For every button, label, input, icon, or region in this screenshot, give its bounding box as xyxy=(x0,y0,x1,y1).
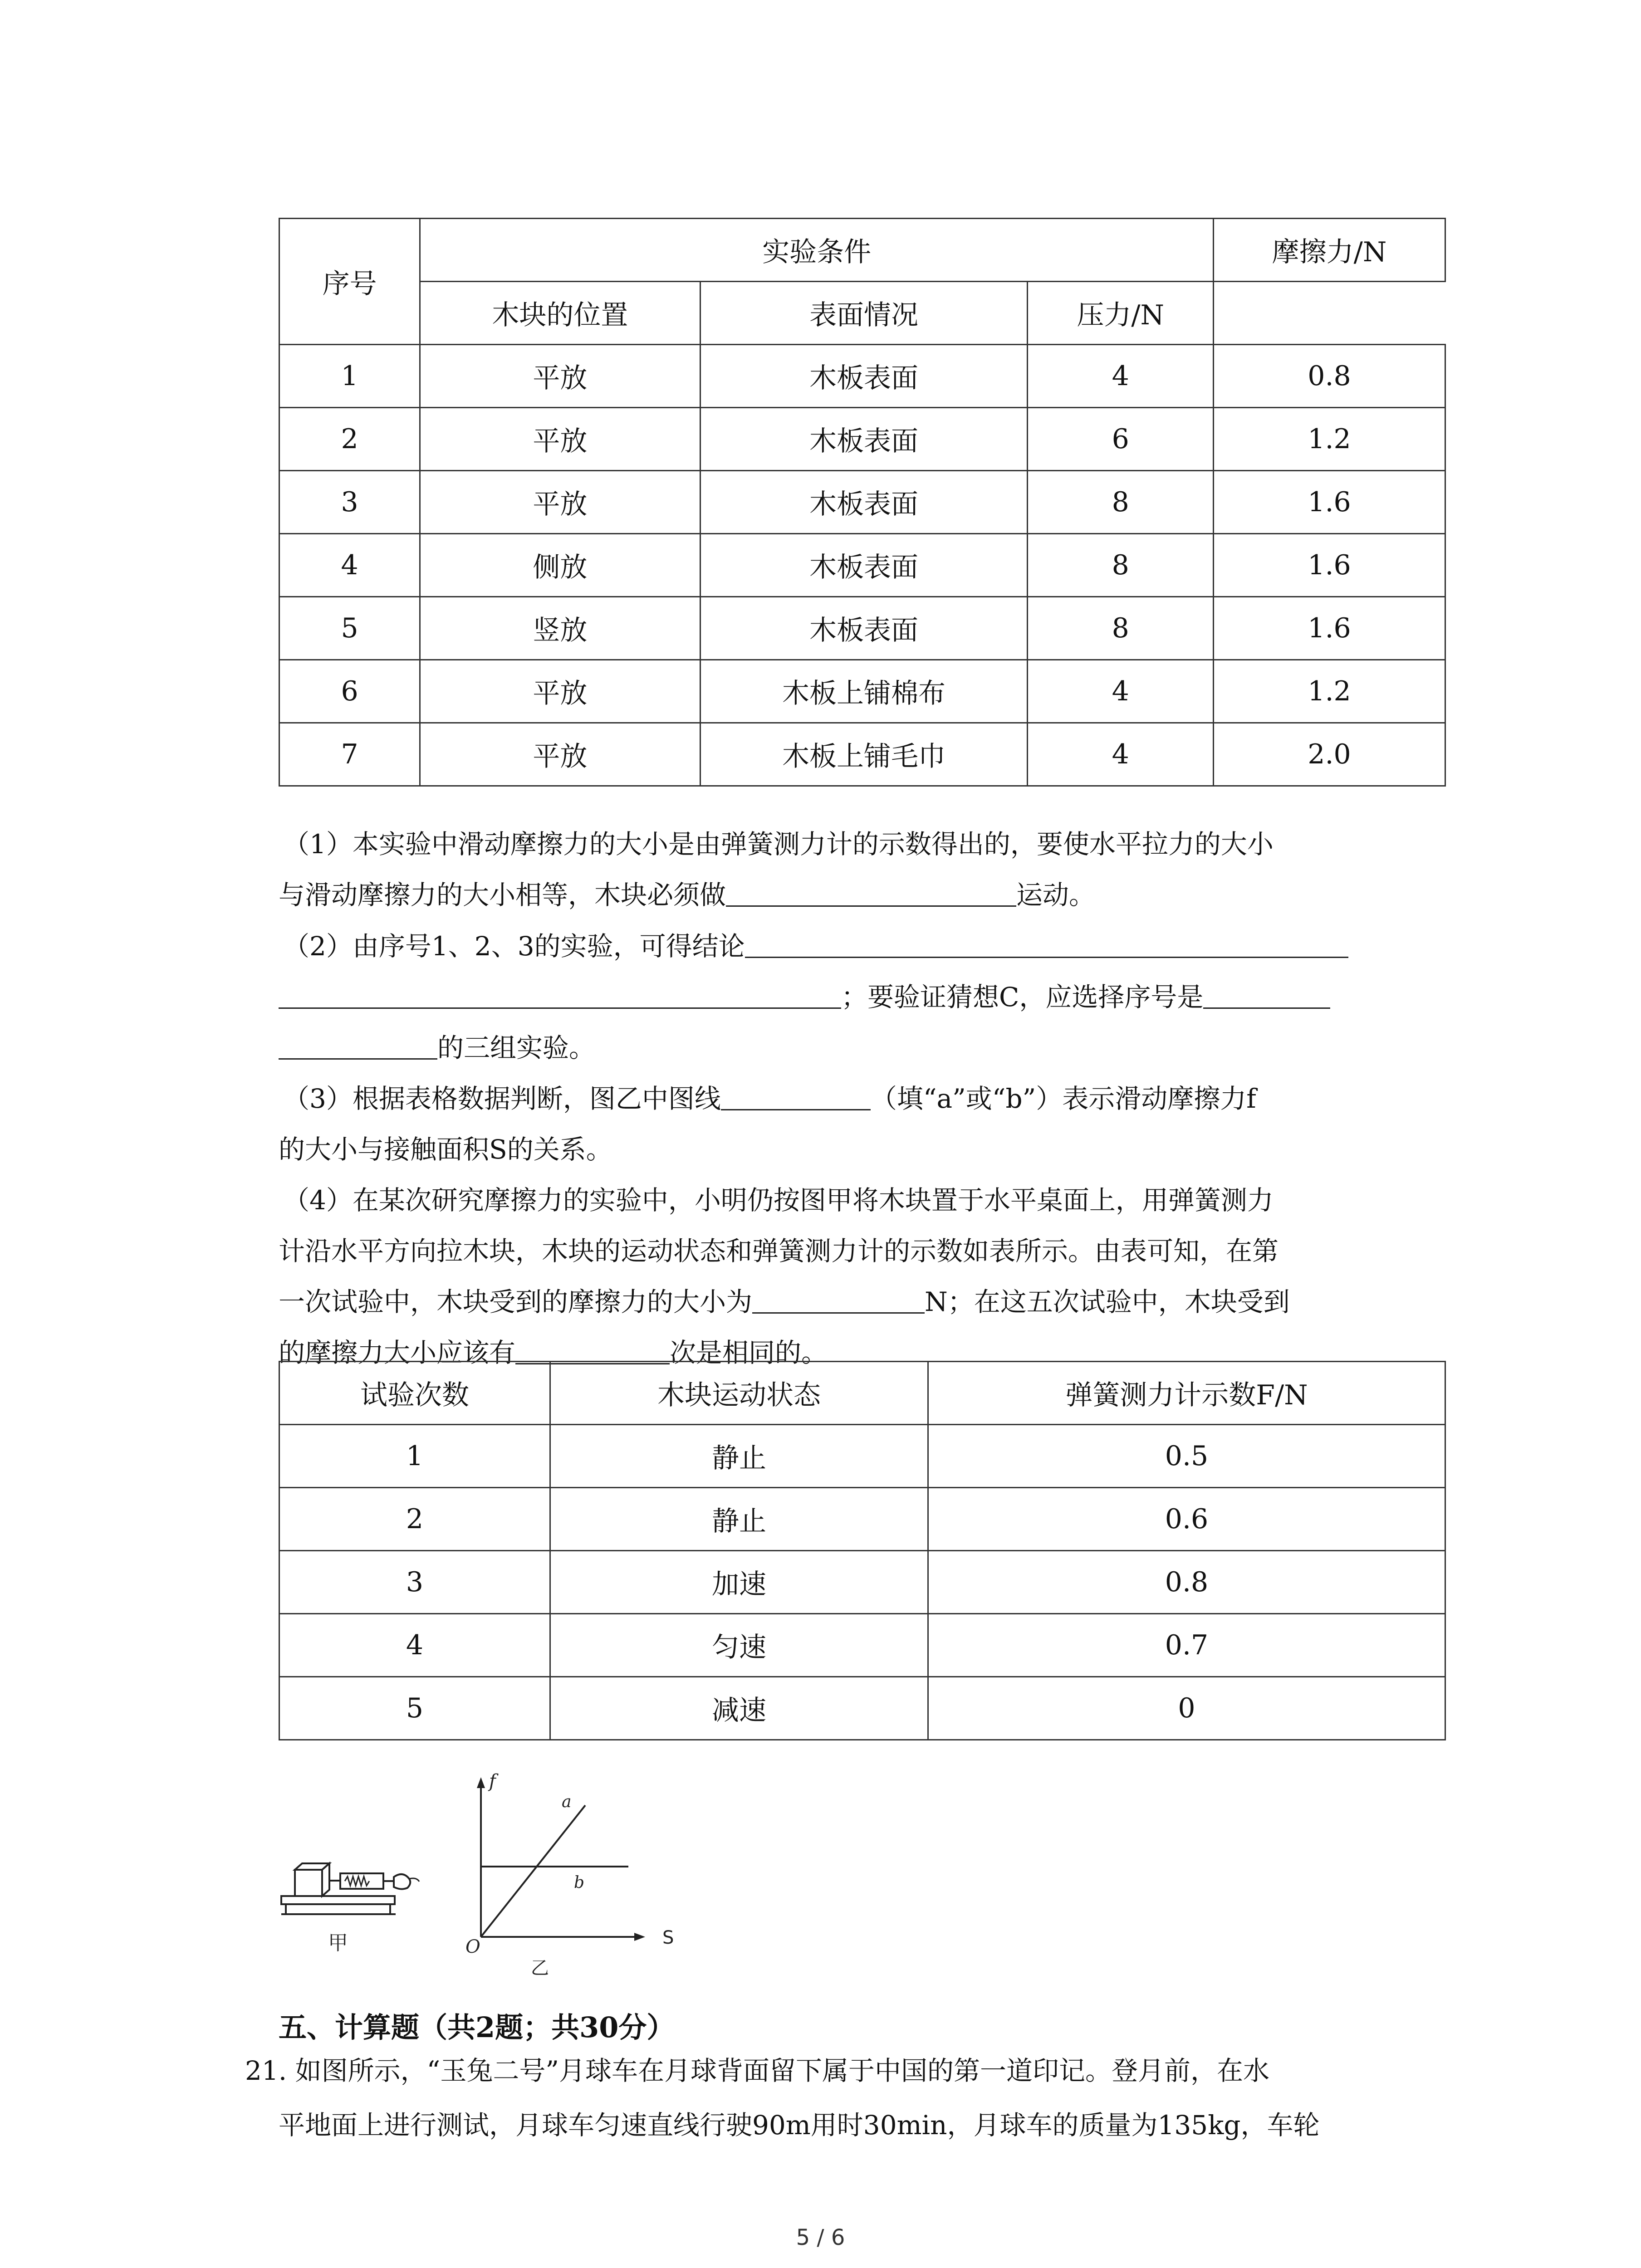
table-row: 1 平放 木板表面 4 0.8 xyxy=(279,345,1445,408)
header-friction: 摩擦力/N xyxy=(1213,219,1445,282)
friction-experiment-table xyxy=(279,218,1446,787)
table-row: 6 平放 木板上铺棉布 4 1.2 xyxy=(279,660,1445,723)
graph-label: 乙 xyxy=(531,1958,549,1978)
header-reading: 弹簧测力计示数F/N xyxy=(928,1362,1445,1425)
graph-line-a xyxy=(481,1805,585,1937)
answer-blank[interactable] xyxy=(279,1027,437,1060)
table-row: 5 竖放 木板表面 8 1.6 xyxy=(279,597,1445,660)
line-a-label: a xyxy=(562,1793,572,1811)
table-row: 2 平放 木板表面 6 1.2 xyxy=(279,408,1445,471)
table-row: 3 平放 木板表面 8 1.6 xyxy=(279,471,1445,534)
friction-area-graph xyxy=(449,1769,685,1978)
header-trial: 试验次数 xyxy=(279,1362,550,1425)
answer-blank[interactable] xyxy=(515,1332,670,1364)
origin-label: O xyxy=(465,1936,480,1957)
table-row: 1 静止 0.5 xyxy=(279,1425,1445,1488)
answer-blank[interactable] xyxy=(726,875,1016,907)
table-row: 5 减速 0 xyxy=(279,1677,1445,1740)
apparatus-figure xyxy=(277,1842,440,1960)
answer-blank[interactable] xyxy=(1203,977,1330,1009)
table-row: 4 侧放 木板表面 8 1.6 xyxy=(279,534,1445,597)
header-pressure: 压力/N xyxy=(1028,282,1214,345)
table-row: 7 平放 木板上铺毛巾 4 2.0 xyxy=(279,723,1445,786)
section-heading: 五、计算题（共2题；共30分） xyxy=(279,2011,675,2044)
question-1: （1）本实验中滑动摩擦力的大小是由弹簧测力计的示数得出的，要使水平拉力的大小 与滑动摩擦力的大小相等，木块必须做 运动。 xyxy=(279,829,1274,910)
page-number: 5 / 6 xyxy=(796,2225,845,2250)
question-21: 21. 如图所示，“玉兔二号”月球车在月球背面留下属于中国的第一道印记。登月前，在水 平地面上进行测试，月球车匀速直线行驶90m用时30min，月球车的质量为135kg，车轮 xyxy=(245,2055,1320,2141)
line-b-label: b xyxy=(574,1873,585,1892)
header-state: 木块运动状态 xyxy=(550,1362,928,1425)
answer-blank[interactable] xyxy=(745,926,1348,958)
header-conditions: 实验条件 xyxy=(420,219,1214,282)
question-2: （2）由序号1、2、3的实验，可得结论 ；要验证猜想C，应选择序号是 的三组实验。 xyxy=(279,921,1458,1073)
table-row: 2 静止 0.6 xyxy=(279,1488,1445,1551)
header-surface: 表面情况 xyxy=(700,282,1028,345)
apparatus-label: 甲 xyxy=(328,1931,348,1955)
spring-scale-table xyxy=(279,1361,1446,1740)
table-row: 3 加速 0.8 xyxy=(279,1551,1445,1614)
answer-blank[interactable] xyxy=(721,1078,871,1110)
x-axis-label: S xyxy=(662,1927,674,1948)
y-axis-arrow-icon xyxy=(477,1777,485,1788)
answer-blank[interactable] xyxy=(752,1281,925,1314)
question-4: （4）在某次研究摩擦力的实验中，小明仍按图甲将木块置于水平桌面上，用弹簧测力 计沿水平方向拉木块，木块的运动状态和弹簧测力计的示数如表所示。由表可知，在第 一次试验中，木块受到的摩擦力的大小为 N；在这五次试验中，木块受到 的摩擦力大小应该有 次是相同的。 xyxy=(279,1185,1290,1368)
header-position: 木块的位置 xyxy=(420,282,700,345)
header-index: 序号 xyxy=(279,219,420,345)
table-row: 4 匀速 0.7 xyxy=(279,1614,1445,1677)
question-3: （3）根据表格数据判断，图乙中图线 （填“a”或“b”）表示滑动摩擦力f 的大小与接触面积S的关系。 xyxy=(279,1073,1458,1175)
answer-blank[interactable] xyxy=(279,977,841,1009)
x-axis-arrow-icon xyxy=(634,1933,645,1941)
y-axis-label: f xyxy=(489,1771,496,1792)
